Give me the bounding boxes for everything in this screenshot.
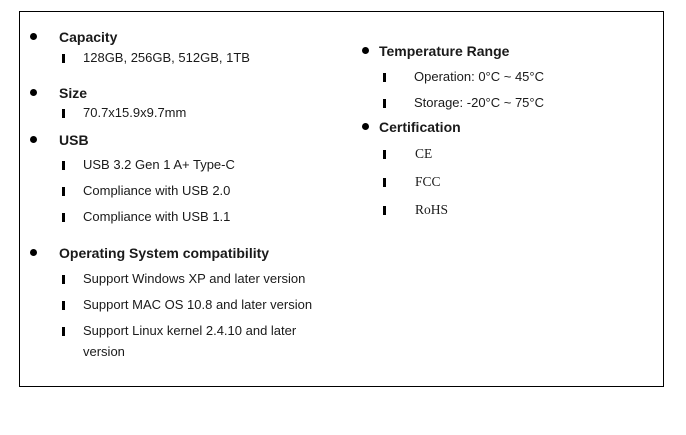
square-bullet: [383, 99, 386, 108]
bullet-dot: [30, 33, 37, 40]
certification-item-1: FCC: [415, 174, 441, 189]
square-bullet: [62, 213, 65, 222]
square-bullet: [62, 109, 65, 118]
temperature-item-0: Operation: 0°C ~ 45°C: [414, 69, 544, 84]
os-item-1: Support MAC OS 10.8 and later version: [83, 297, 313, 312]
square-bullet: [62, 327, 65, 336]
capacity-item: 128GB, 256GB, 512GB, 1TB: [83, 50, 250, 65]
os-item-0: Support Windows XP and later version: [83, 271, 306, 286]
bullet-dot: [362, 123, 369, 130]
certification-item-2: RoHS: [415, 202, 449, 217]
certification-heading: Certification: [379, 119, 461, 135]
square-bullet: [62, 275, 65, 284]
square-bullet: [383, 150, 386, 159]
usb-item-0: USB 3.2 Gen 1 A+ Type-C: [83, 157, 235, 172]
bullet-dot: [30, 249, 37, 256]
usb-item-2: Compliance with USB 1.1: [83, 209, 231, 224]
size-heading: Size: [59, 85, 88, 101]
bullet-dot: [30, 89, 37, 96]
bullet-dot: [362, 47, 369, 54]
square-bullet: [62, 54, 65, 63]
square-bullet: [383, 178, 386, 187]
square-bullet: [383, 73, 386, 82]
os-heading: Operating System compatibility: [59, 245, 270, 261]
square-bullet: [62, 301, 65, 310]
square-bullet: [62, 161, 65, 170]
size-item: 70.7x15.9x9.7mm: [83, 105, 187, 120]
temperature-heading: Temperature Range: [379, 43, 510, 59]
usb-heading: USB: [59, 132, 89, 148]
bullet-dot: [30, 136, 37, 143]
usb-item-1: Compliance with USB 2.0: [83, 183, 231, 198]
certification-item-0: CE: [415, 146, 433, 161]
temperature-item-1: Storage: -20°C ~ 75°C: [414, 95, 544, 110]
capacity-heading: Capacity: [59, 29, 118, 45]
square-bullet: [383, 206, 386, 215]
square-bullet: [62, 187, 65, 196]
os-item-2: Support Linux kernel 2.4.10 and later version: [83, 323, 297, 359]
